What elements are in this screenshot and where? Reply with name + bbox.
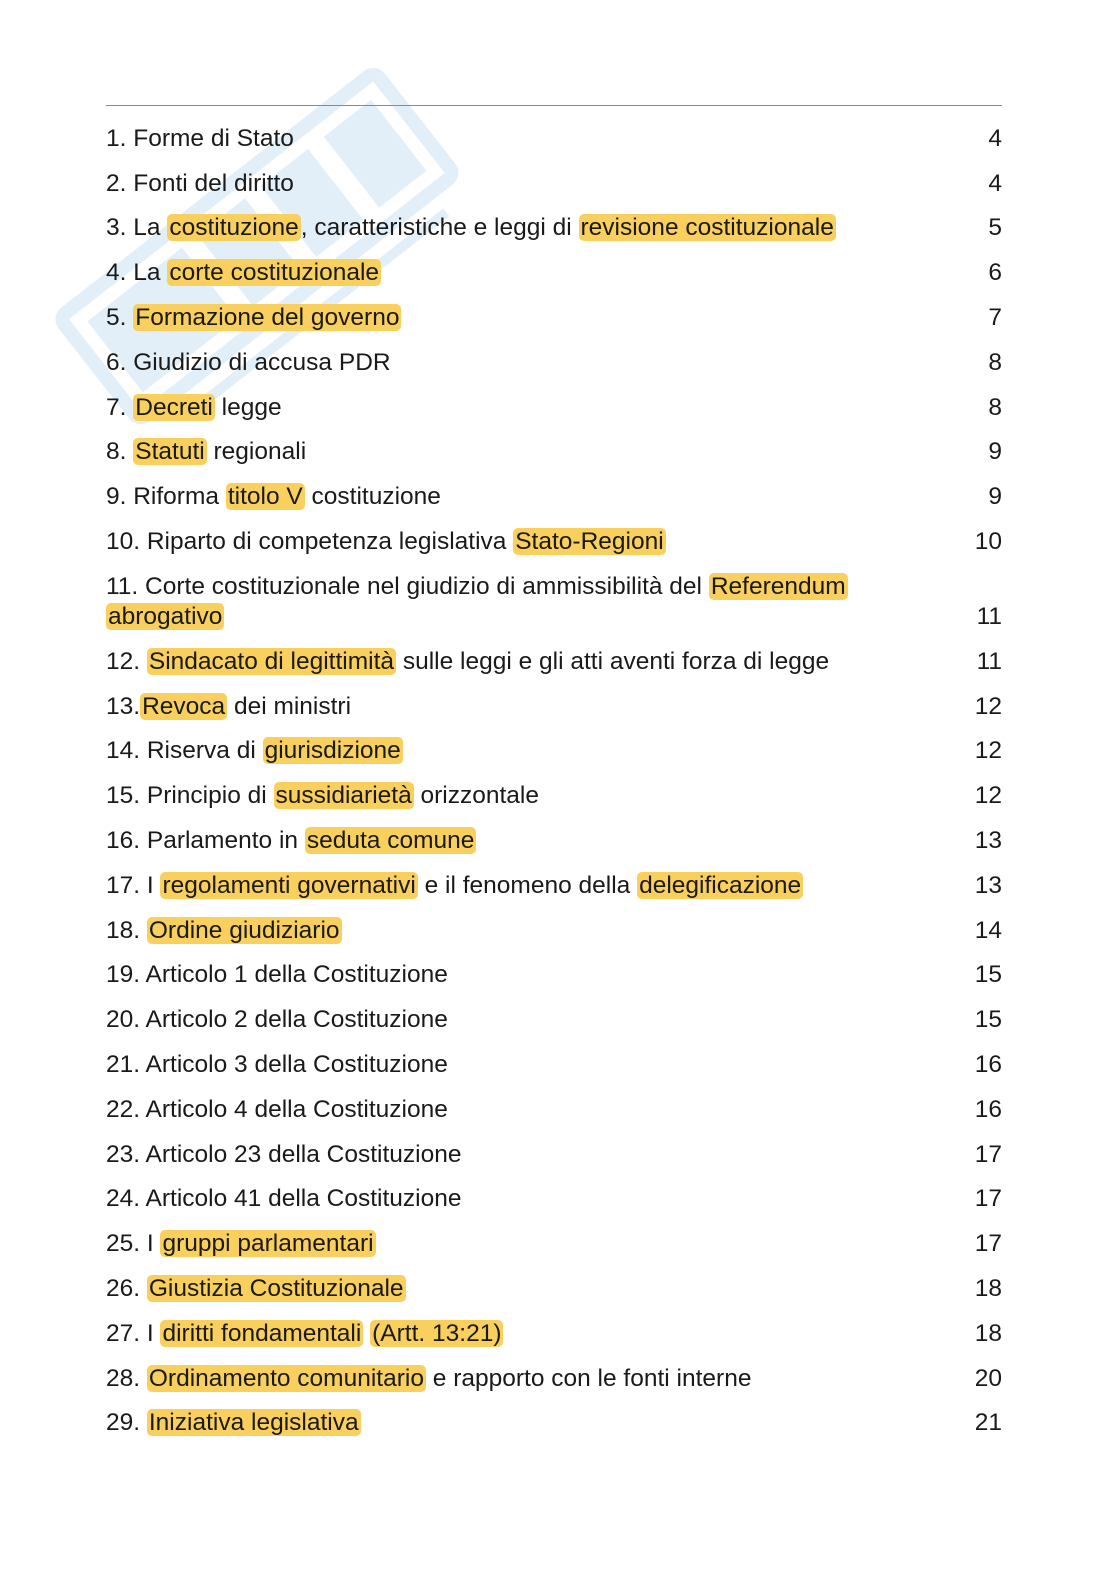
toc-entry-title bbox=[106, 478, 942, 512]
highlighted-text: Ordine giudiziario bbox=[148, 916, 340, 944]
toc-entry[interactable] bbox=[106, 1304, 1002, 1349]
top-rule bbox=[106, 105, 1002, 106]
toc-entry[interactable] bbox=[106, 990, 1002, 1035]
toc-entry[interactable] bbox=[106, 811, 1002, 856]
title-text: e il fenomeno della bbox=[417, 871, 638, 899]
toc-entry[interactable] bbox=[106, 378, 1002, 423]
title-text: , caratteristiche e leggi di bbox=[300, 214, 579, 242]
title-text: 23. Articolo 23 della Costituzione bbox=[106, 1140, 462, 1168]
title-text: 12. bbox=[106, 647, 147, 675]
highlighted-text: Stato-Regioni bbox=[515, 527, 664, 555]
toc-entry-title bbox=[106, 1360, 942, 1394]
toc-entry-title bbox=[106, 389, 942, 423]
toc-entry-page: 13 bbox=[974, 826, 1002, 854]
toc-entry-title bbox=[106, 956, 942, 990]
toc-entry-page: 4 bbox=[988, 169, 1002, 197]
toc-entry-title bbox=[106, 822, 942, 856]
title-text: 20. Articolo 2 della Costituzione bbox=[106, 1006, 448, 1034]
toc-entry[interactable] bbox=[106, 109, 1002, 154]
toc-entry-title bbox=[106, 912, 942, 946]
title-text: e rapporto con le fonti interne bbox=[425, 1364, 752, 1392]
highlighted-text: diritti fondamentali bbox=[162, 1319, 362, 1347]
toc-entry[interactable] bbox=[106, 557, 1002, 632]
highlighted-text: Iniziativa legislativa bbox=[148, 1409, 359, 1437]
toc-entry[interactable] bbox=[106, 423, 1002, 468]
title-text: 19. Articolo 1 della Costituzione bbox=[106, 961, 448, 989]
title-text: 27. I bbox=[106, 1319, 161, 1347]
toc-entry[interactable] bbox=[106, 1394, 1002, 1439]
toc-entry-title bbox=[106, 120, 942, 154]
toc-entry-title bbox=[106, 1404, 942, 1438]
highlighted-text: Revoca bbox=[142, 692, 226, 720]
highlighted-text: delegificazione bbox=[639, 871, 802, 899]
highlighted-text: corte costituzionale bbox=[169, 259, 380, 287]
toc-entry[interactable] bbox=[106, 1125, 1002, 1170]
title-text: 24. Articolo 41 della Costituzione bbox=[106, 1185, 462, 1213]
highlighted-text: regolamenti governativi bbox=[162, 871, 416, 899]
highlighted-text: costituzione bbox=[169, 214, 299, 242]
highlighted-text: seduta comune bbox=[306, 826, 475, 854]
toc-entry-page: 18 bbox=[974, 1274, 1002, 1302]
title-text: regionali bbox=[206, 438, 307, 466]
toc-entry-title bbox=[106, 1136, 942, 1170]
toc-entry[interactable] bbox=[106, 901, 1002, 946]
highlighted-text: giurisdizione bbox=[264, 737, 401, 765]
table-of-contents bbox=[106, 109, 1002, 1438]
highlighted-text: Ordinamento comunitario bbox=[148, 1364, 424, 1392]
toc-entry-title bbox=[106, 344, 942, 378]
toc-entry-page: 17 bbox=[974, 1140, 1002, 1168]
toc-entry-title bbox=[106, 209, 942, 243]
toc-entry-page: 13 bbox=[974, 871, 1002, 899]
highlighted-text: Decreti bbox=[135, 393, 213, 421]
toc-entry-title bbox=[106, 433, 942, 467]
toc-entry[interactable] bbox=[106, 512, 1002, 557]
highlighted-text: Formazione del governo bbox=[135, 303, 400, 331]
title-text: 15. Principio di bbox=[106, 782, 274, 810]
toc-entry-title bbox=[106, 688, 942, 722]
title-text: 16. Parlamento in bbox=[106, 826, 305, 854]
toc-entry-title bbox=[106, 777, 942, 811]
toc-entry[interactable] bbox=[106, 288, 1002, 333]
toc-entry[interactable] bbox=[106, 1214, 1002, 1259]
toc-entry-title bbox=[106, 867, 942, 901]
highlighted-text: Referendum abrogativo bbox=[108, 572, 846, 630]
title-text: 7. bbox=[106, 393, 134, 421]
toc-entry-page: 9 bbox=[988, 483, 1002, 511]
title-text: legge bbox=[214, 393, 282, 421]
toc-entry[interactable] bbox=[106, 856, 1002, 901]
highlighted-text: Sindacato di legittimità bbox=[148, 647, 395, 675]
toc-entry-page: 15 bbox=[974, 1006, 1002, 1034]
toc-entry-page: 11 bbox=[976, 647, 1002, 675]
toc-entry-page: 12 bbox=[974, 782, 1002, 810]
toc-entry[interactable] bbox=[106, 1035, 1002, 1080]
toc-entry-page: 17 bbox=[974, 1230, 1002, 1258]
title-text: 14. Riserva di bbox=[106, 737, 263, 765]
toc-entry-page: 9 bbox=[988, 438, 1002, 466]
title-text: 10. Riparto di competenza legislativa bbox=[106, 527, 514, 555]
title-text: 26. bbox=[106, 1274, 147, 1302]
toc-entry[interactable] bbox=[106, 1080, 1002, 1125]
toc-entry-title bbox=[106, 1001, 942, 1035]
toc-entry-page: 17 bbox=[974, 1185, 1002, 1213]
toc-entry-page: 8 bbox=[988, 348, 1002, 376]
toc-entry[interactable] bbox=[106, 199, 1002, 244]
highlighted-text: titolo V bbox=[227, 483, 303, 511]
title-text: 11. Corte costituzionale nel giudizio di ammissibilità del bbox=[106, 572, 709, 600]
toc-entry[interactable] bbox=[106, 467, 1002, 512]
highlighted-text: (Artt. 13:21) bbox=[372, 1319, 502, 1347]
toc-entry[interactable] bbox=[106, 154, 1002, 199]
title-text: orizzontale bbox=[413, 782, 539, 810]
toc-entry-title bbox=[106, 1091, 942, 1125]
toc-entry-page: 16 bbox=[974, 1095, 1002, 1123]
toc-entry-page: 6 bbox=[988, 259, 1002, 287]
title-text: 1. Forme di Stato bbox=[106, 124, 294, 152]
toc-entry-page: 11 bbox=[976, 602, 1002, 630]
toc-entry-page: 14 bbox=[974, 916, 1002, 944]
toc-entry-page: 18 bbox=[974, 1319, 1002, 1347]
toc-entry-title bbox=[106, 254, 942, 288]
toc-entry-page: 10 bbox=[974, 527, 1002, 555]
toc-entry[interactable] bbox=[106, 632, 1002, 677]
title-text: 28. bbox=[106, 1364, 147, 1392]
title-text: 18. bbox=[106, 916, 147, 944]
toc-entry-page: 21 bbox=[974, 1409, 1002, 1437]
toc-entry[interactable] bbox=[106, 1349, 1002, 1394]
toc-entry-page: 12 bbox=[974, 737, 1002, 765]
title-text: 29. bbox=[106, 1409, 147, 1437]
title-text: 6. Giudizio di accusa PDR bbox=[106, 348, 391, 376]
toc-entry[interactable] bbox=[106, 333, 1002, 378]
toc-entry[interactable] bbox=[106, 677, 1002, 722]
toc-entry[interactable] bbox=[106, 1259, 1002, 1304]
toc-entry-title bbox=[106, 1315, 942, 1349]
toc-entry[interactable] bbox=[106, 946, 1002, 991]
toc-entry-title bbox=[106, 1270, 942, 1304]
toc-entry-title bbox=[106, 165, 942, 199]
toc-entry-title bbox=[106, 1225, 942, 1259]
title-text: 13. bbox=[106, 692, 141, 720]
toc-entry-page: 5 bbox=[988, 214, 1002, 242]
highlighted-text: Giustizia Costituzionale bbox=[148, 1274, 404, 1302]
title-text: 25. I bbox=[106, 1230, 161, 1258]
title-text: costituzione bbox=[304, 483, 441, 511]
toc-entry-page: 4 bbox=[988, 124, 1002, 152]
toc-entry-page: 7 bbox=[988, 303, 1002, 331]
highlighted-text: gruppi parlamentari bbox=[162, 1230, 374, 1258]
title-text: 22. Articolo 4 della Costituzione bbox=[106, 1095, 448, 1123]
title-text: 17. I bbox=[106, 871, 161, 899]
toc-entry-page: 8 bbox=[988, 393, 1002, 421]
title-text: 8. bbox=[106, 438, 134, 466]
toc-entry-title bbox=[106, 523, 942, 557]
toc-entry-page: 15 bbox=[974, 961, 1002, 989]
highlighted-text: revisione costituzionale bbox=[580, 214, 834, 242]
toc-entry[interactable] bbox=[106, 722, 1002, 767]
highlighted-text: sussidiarietà bbox=[275, 782, 412, 810]
toc-entry-title bbox=[106, 732, 942, 766]
toc-entry-page: 12 bbox=[974, 692, 1002, 720]
title-text: sulle leggi e gli atti aventi forza di legge bbox=[396, 647, 830, 675]
toc-entry-title bbox=[106, 643, 942, 677]
toc-entry[interactable] bbox=[106, 1170, 1002, 1215]
toc-entry-page: 16 bbox=[974, 1050, 1002, 1078]
toc-entry[interactable] bbox=[106, 243, 1002, 288]
title-text: 2. Fonti del diritto bbox=[106, 169, 294, 197]
toc-entry[interactable] bbox=[106, 766, 1002, 811]
title-text: 3. La bbox=[106, 214, 168, 242]
title-text: 9. Riforma bbox=[106, 483, 226, 511]
toc-entry-title bbox=[106, 1046, 942, 1080]
title-text: 21. Articolo 3 della Costituzione bbox=[106, 1050, 448, 1078]
title-text: dei ministri bbox=[227, 692, 352, 720]
toc-entry-title bbox=[106, 299, 942, 333]
toc-entry-title bbox=[106, 568, 906, 632]
title-text: 5. bbox=[106, 303, 134, 331]
title-text: 4. La bbox=[106, 259, 168, 287]
toc-entry-page: 20 bbox=[974, 1364, 1002, 1392]
highlighted-text: Statuti bbox=[135, 438, 205, 466]
toc-entry-title bbox=[106, 1180, 942, 1214]
